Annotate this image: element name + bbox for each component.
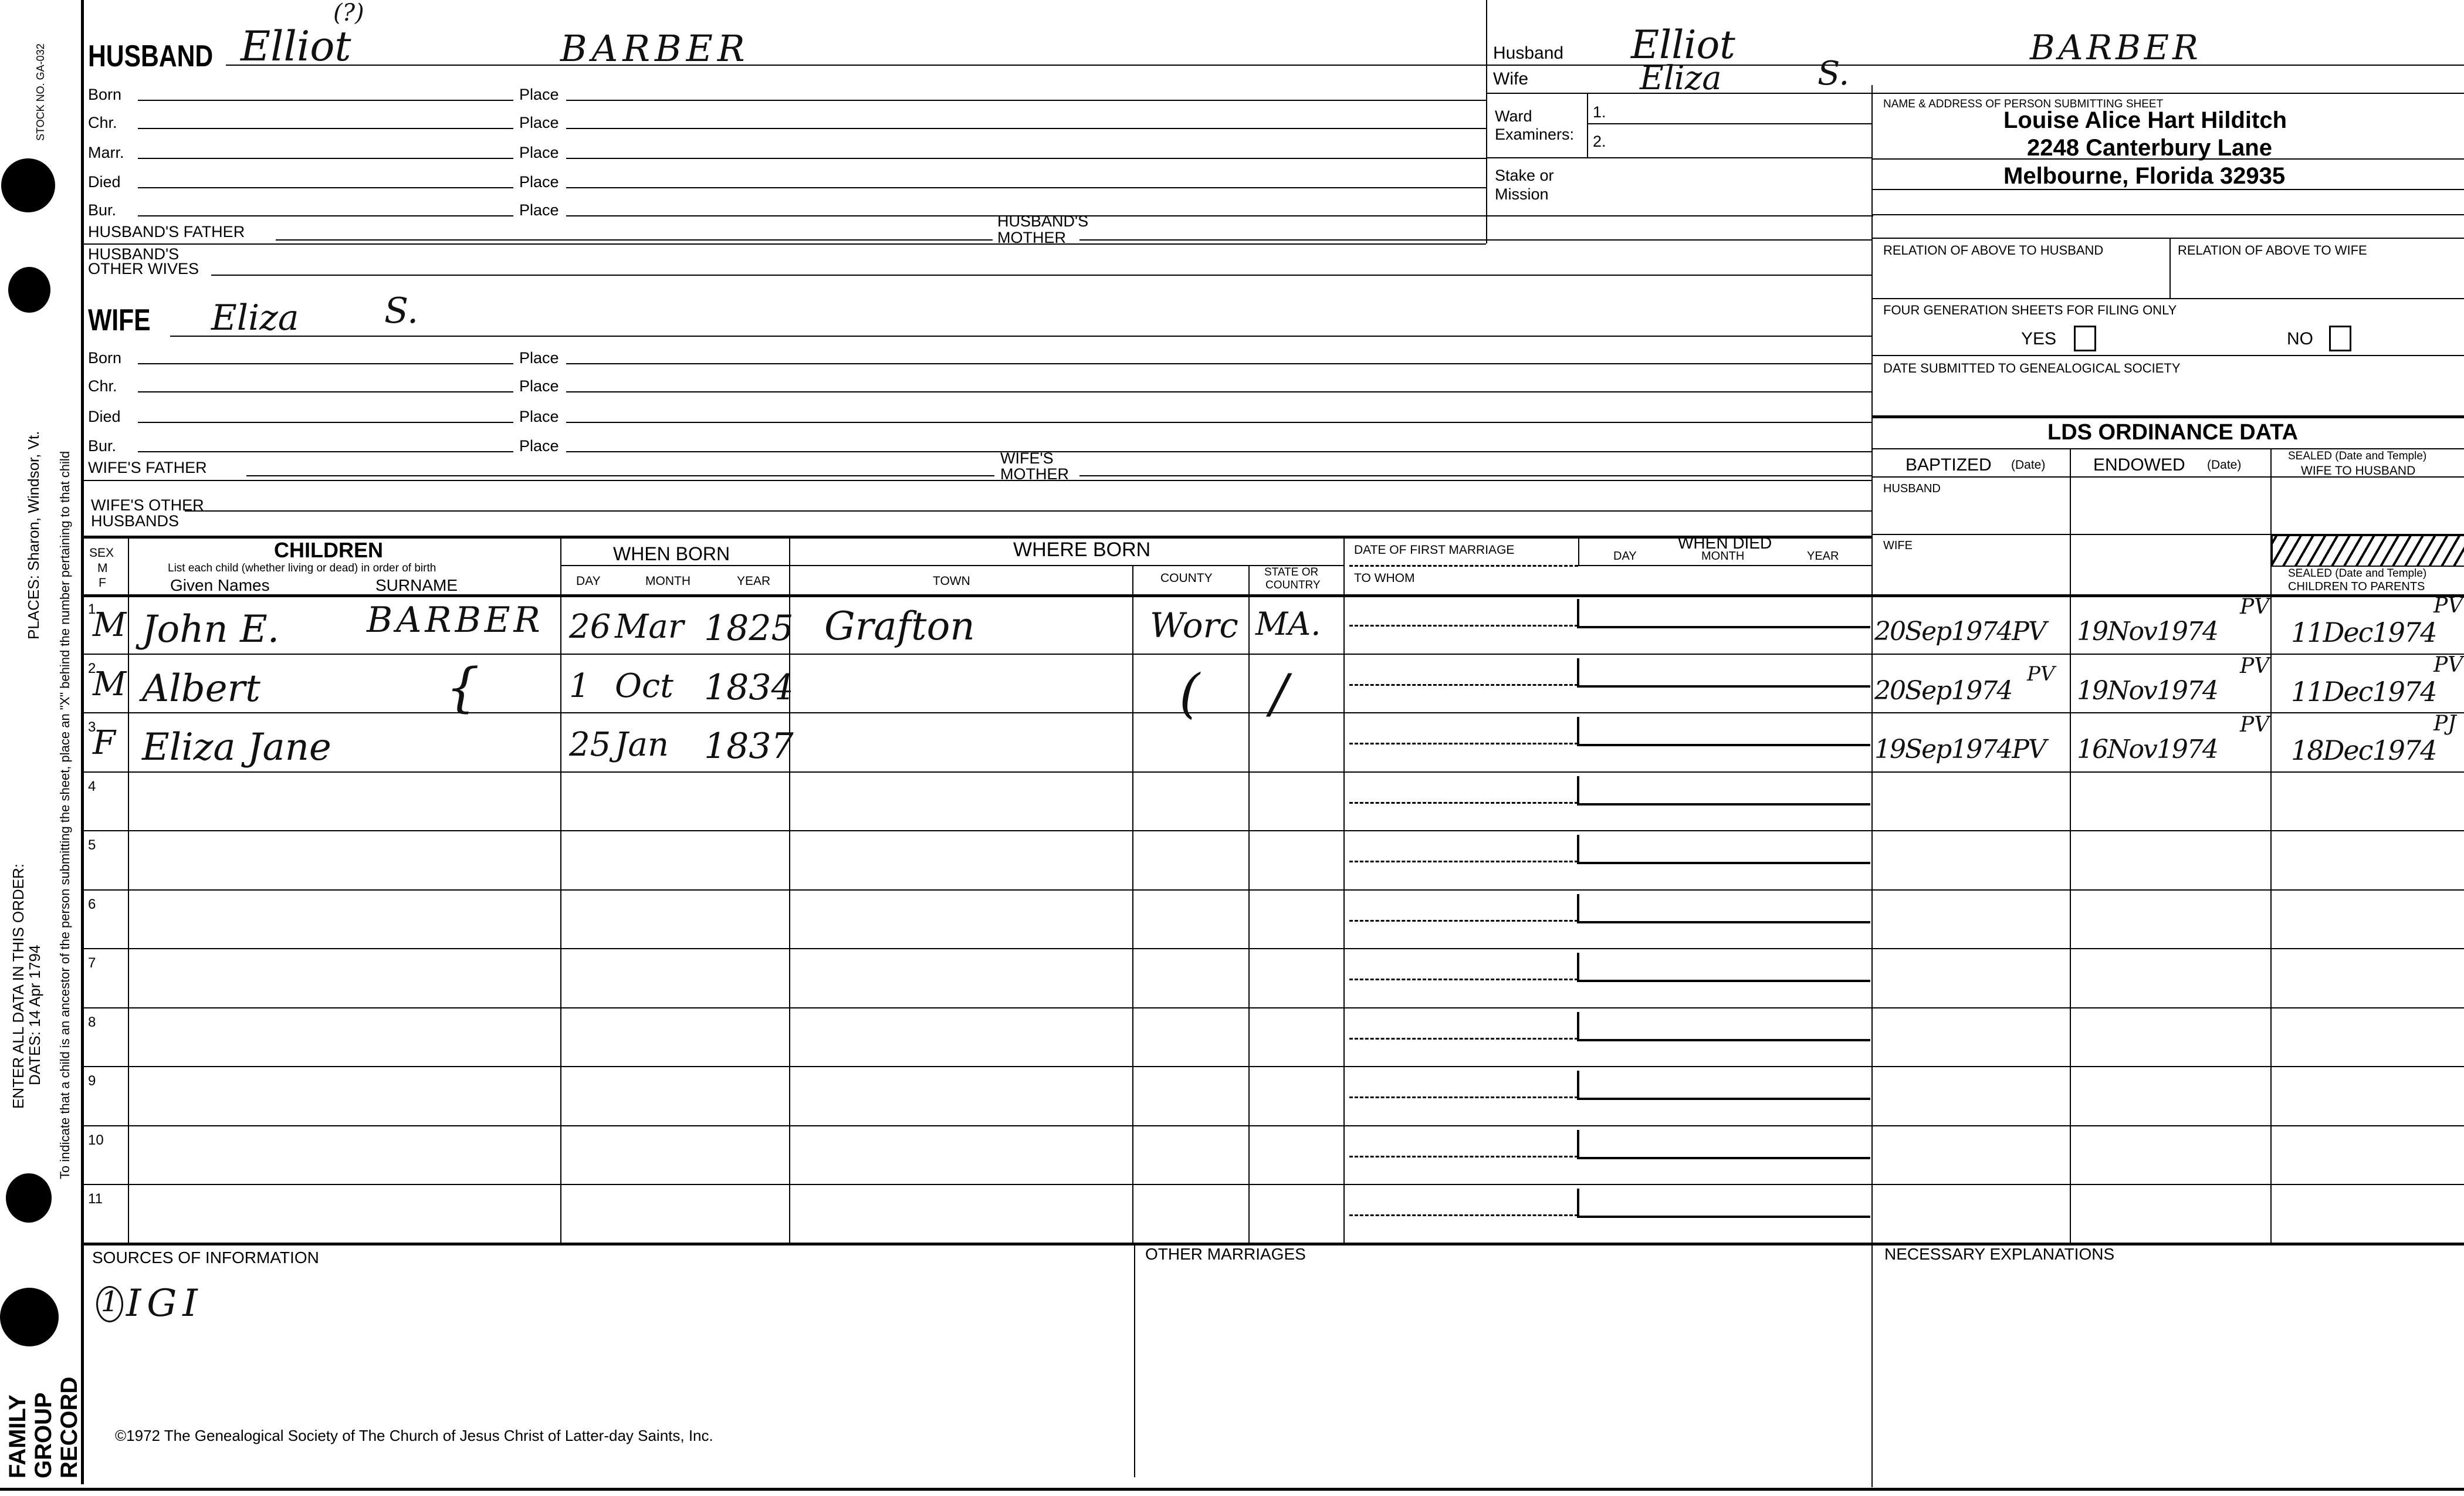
row-divider (81, 1007, 2464, 1008)
endowed-date-label: (Date) (2207, 458, 2242, 472)
state-header: STATE OR (1264, 566, 1319, 578)
died-bracket (1577, 1130, 1579, 1158)
husband-bur-label: Bur. (88, 201, 117, 219)
punch-hole (6, 1173, 52, 1223)
first-marriage-line[interactable] (1349, 684, 1578, 686)
right-wife-middle: S. (1817, 55, 1850, 93)
yes-label: YES (2021, 329, 2057, 348)
husband-bur-line[interactable] (138, 215, 513, 216)
child-county: ( (1179, 662, 1200, 725)
died-bracket (1577, 1189, 1579, 1217)
child-sex: M (93, 606, 127, 644)
wife-chr-label: Chr. (88, 377, 117, 395)
husband-other-wives: OTHER WIVES (88, 260, 199, 277)
died-bracket (1577, 1012, 1579, 1040)
child-born-month: Jan (615, 726, 669, 764)
row-divider (81, 1125, 2464, 1126)
wife-given: Eliza (211, 297, 299, 339)
wife-place-line[interactable] (566, 391, 1871, 392)
wife-born-label: Born (88, 349, 122, 367)
wife-father-label: WIFE'S FATHER (88, 459, 207, 476)
husband-marr-label: Marr. (88, 144, 124, 161)
died-line (1577, 1216, 1870, 1218)
row-number: 10 (88, 1132, 104, 1148)
row-number: 6 (88, 896, 96, 912)
place-label: Place (519, 377, 559, 395)
row-divider (81, 889, 2464, 891)
wife-mother-label: WIFE'S (1000, 449, 1054, 467)
explanations-label: NECESSARY EXPLANATIONS (1884, 1245, 2115, 1263)
submitter-name: Louise Alice Hart Hilditch (2003, 107, 2287, 133)
husband-place-line[interactable] (566, 187, 1486, 188)
row-divider (81, 1184, 2464, 1185)
child-born-month: Oct (615, 666, 673, 705)
first-marriage-line[interactable] (1349, 1214, 1578, 1216)
child-born-year: 1834 (704, 666, 794, 708)
born-year-header: YEAR (737, 574, 771, 588)
lds-wife-label: WIFE (1883, 539, 1913, 552)
children-title: CHILDREN (274, 538, 383, 562)
place-label: Place (519, 408, 559, 425)
husband-other-wives: HUSBAND'S (88, 245, 180, 263)
wife-other-husbands: WIFE'S OTHER (91, 496, 204, 514)
wife-place-line[interactable] (566, 451, 1871, 452)
sources-value: IGI (126, 1282, 204, 1325)
submitter-street: 2248 Canterbury Lane (2027, 135, 2272, 161)
born-month-header: MONTH (645, 574, 691, 588)
child-given-name: Eliza Jane (142, 726, 331, 769)
ancestor-instruction: To indicate that a child is an ancestor of the person submitting the sheet, place an "X" behind the number pertaining to that child (57, 451, 72, 1179)
child-born-month: Mar (615, 608, 684, 646)
wife-died-line[interactable] (138, 422, 513, 423)
sealed-wife-hatch (2272, 535, 2464, 567)
right-wife-given: Eliza (1640, 59, 1722, 97)
died-bracket (1577, 658, 1579, 686)
place-label: Place (519, 437, 559, 455)
died-bracket (1577, 599, 1579, 627)
ward-label: Ward (1495, 107, 1532, 125)
husband-mother-label: HUSBAND'S (997, 212, 1089, 230)
child-born-day: 26 (569, 608, 611, 646)
child-surname: { (446, 656, 483, 719)
sealed-children-label: CHILDREN TO PARENTS (2288, 580, 2425, 593)
child-baptized-mark: PV (2027, 662, 2055, 686)
submitter-label: NAME & ADDRESS OF PERSON SUBMITTING SHEET (1883, 98, 2164, 110)
child-endowed: 16Nov1974 (2077, 735, 2218, 764)
died-month-header: MONTH (1701, 550, 1745, 563)
child-town: Grafton (824, 604, 975, 649)
died-year-header: YEAR (1807, 550, 1839, 563)
child-state: / (1270, 662, 1288, 725)
row-number: 3 (88, 719, 96, 735)
husband-marr-line[interactable] (138, 158, 513, 159)
husband-born-label: Born (88, 86, 122, 103)
lds-husband-label: HUSBAND (1883, 482, 1941, 495)
child-sex: M (93, 665, 127, 703)
place-label: Place (519, 144, 559, 161)
frame-bottom (0, 1488, 2464, 1491)
examiner-2: 2. (1593, 133, 1606, 150)
stock-number: STOCK NO. GA-032 (35, 43, 46, 141)
sex-header: SEX (89, 546, 114, 560)
sources-label: SOURCES OF INFORMATION (92, 1248, 319, 1267)
first-marriage-line[interactable] (1349, 920, 1578, 922)
row-divider (81, 771, 2464, 773)
husband-died-label: Died (88, 173, 121, 191)
place-label: Place (519, 349, 559, 367)
husband-surname: BARBER (560, 27, 750, 70)
sealed-children-label: SEALED (Date and Temple) (2288, 567, 2427, 580)
husband-annotation: (?) (333, 0, 364, 26)
first-marriage-line[interactable] (1349, 625, 1578, 627)
wife-place-line[interactable] (566, 363, 1871, 364)
wife-chr-line[interactable] (138, 391, 513, 392)
baptized-label: BAPTIZED (1905, 455, 1992, 475)
husband-line (226, 65, 1486, 66)
other-marriages-label: OTHER MARRIAGES (1145, 1245, 1306, 1263)
child-sealed-mark: PV (2433, 652, 2463, 677)
died-line (1577, 744, 1870, 746)
child-endowed-mark: PV (2240, 654, 2270, 678)
no-checkbox[interactable] (2329, 326, 2351, 351)
child-surname: BARBER (367, 600, 544, 641)
wife-died-label: Died (88, 408, 121, 425)
child-born-day: 1 (569, 666, 590, 705)
child-given-name: John E. (142, 608, 280, 651)
husband-place-line[interactable] (566, 100, 1486, 101)
given-names-header: Given Names (170, 576, 270, 594)
first-marriage-line[interactable] (1349, 1156, 1578, 1157)
right-husband-label: Husband (1493, 43, 1564, 63)
died-line (1577, 921, 1870, 923)
lds-title: LDS ORDINANCE DATA (2047, 420, 2299, 445)
child-born-day: 25 (569, 726, 611, 764)
right-husband-given: Elliot (1631, 22, 1735, 67)
row-number: 11 (88, 1191, 103, 1207)
died-day-header: DAY (1613, 550, 1637, 563)
died-bracket (1577, 835, 1579, 863)
divider (1871, 85, 1873, 1487)
wife-bur-line[interactable] (138, 451, 513, 452)
row-number: 7 (88, 955, 96, 971)
four-gen-label: FOUR GENERATION SHEETS FOR FILING ONLY (1883, 303, 2177, 317)
surname-header: SURNAME (375, 576, 458, 594)
died-line (1577, 685, 1870, 688)
child-sealed: 18Dec1974 (2291, 735, 2436, 766)
died-line (1577, 1157, 1870, 1159)
husband-father-label: HUSBAND'S FATHER (88, 223, 245, 241)
born-day-header: DAY (576, 574, 601, 588)
punch-hole (0, 1288, 59, 1346)
died-bracket (1577, 894, 1579, 922)
place-label: Place (519, 114, 559, 131)
died-bracket (1577, 717, 1579, 745)
child-baptized: 19Sep1974PV (1874, 735, 2046, 764)
child-born-year: 1825 (704, 608, 794, 649)
stake-label: Stake or (1495, 167, 1554, 184)
first-marriage-line[interactable] (1349, 861, 1578, 862)
town-header: TOWN (933, 574, 970, 588)
died-line (1577, 1039, 1870, 1041)
first-marriage-line[interactable] (1349, 1096, 1578, 1098)
died-line (1577, 980, 1870, 982)
state-header: COUNTRY (1265, 579, 1321, 591)
child-state: MA. (1255, 605, 1321, 642)
child-endowed: 19Nov1974 (2077, 675, 2218, 706)
places-order: PLACES: Sharon, Windsor, Vt. (25, 431, 42, 639)
died-line (1577, 626, 1870, 628)
examiners-label: Examiners: (1495, 126, 1575, 143)
first-marriage-line[interactable] (1349, 979, 1578, 980)
row-number: 2 (88, 660, 96, 676)
place-label: Place (519, 86, 559, 103)
child-endowed: 19Nov1974 (2077, 617, 2218, 647)
endowed-label: ENDOWED (2093, 455, 2185, 475)
right-husband-surname: BARBER (2030, 28, 2202, 67)
husband-given: Elliot (241, 22, 351, 70)
child-given-name: Albert (142, 666, 260, 710)
punch-hole (1, 158, 55, 212)
died-bracket (1577, 776, 1579, 804)
row-number: 8 (88, 1014, 96, 1030)
form-title: RECORD (56, 1376, 82, 1478)
died-line (1577, 862, 1870, 864)
punch-hole (8, 267, 50, 313)
children-header-bottom (81, 594, 2464, 597)
children-sub: List each child (whether living or dead) in order of birth (168, 562, 436, 574)
child-endowed-mark: PV (2240, 595, 2270, 619)
sealed-wife-label: WIFE TO HUSBAND (2301, 464, 2416, 478)
row-number: 5 (88, 837, 96, 853)
dates-order: DATES: 14 Apr 1794 (26, 945, 43, 1085)
child-sealed-mark: PJ (2433, 712, 2456, 736)
sealed-wife-label: SEALED (Date and Temple) (2288, 450, 2427, 462)
child-sealed: 11Dec1974 (2291, 617, 2436, 648)
wife-mother-label: MOTHER (1000, 465, 1069, 483)
to-whom-header: TO WHOM (1354, 571, 1415, 585)
child-sealed: 11Dec1974 (2291, 675, 2436, 708)
examiner-1: 1. (1593, 103, 1606, 121)
husband-died-line[interactable] (138, 187, 513, 188)
child-sealed-mark: PV (2433, 594, 2463, 618)
form-title: GROUP (31, 1392, 56, 1478)
when-born-header: WHEN BORN (613, 543, 730, 564)
right-wife-label: Wife (1493, 69, 1528, 89)
yes-checkbox[interactable] (2074, 326, 2096, 351)
husband-label: HUSBAND (88, 39, 214, 73)
no-label: NO (2287, 329, 2313, 348)
first-marriage-line[interactable] (1349, 1038, 1578, 1040)
husband-mother-label: MOTHER (997, 229, 1066, 246)
child-endowed-mark: PV (2240, 713, 2270, 737)
husband-born-line[interactable] (138, 100, 513, 101)
child-born-year: 1837 (704, 726, 794, 767)
wife-bur-label: Bur. (88, 437, 117, 455)
wife-place-line[interactable] (566, 422, 1871, 423)
row-divider (81, 1066, 2464, 1067)
child-county: Worc (1150, 605, 1238, 645)
when-died-header: WHEN DIED (1678, 534, 1772, 552)
child-baptized: 20Sep1974PV (1874, 617, 2046, 647)
child-sex: F (93, 724, 116, 762)
first-marriage-line[interactable] (1349, 802, 1578, 804)
first-marriage-header: DATE OF FIRST MARRIAGE (1354, 543, 1515, 557)
husband-place-line[interactable] (566, 128, 1486, 129)
row-divider (81, 830, 2464, 831)
died-line (1577, 803, 1870, 805)
enter-order: ENTER ALL DATA IN THIS ORDER: (9, 863, 27, 1109)
divider (1486, 0, 1487, 243)
wife-middle: S. (384, 290, 419, 331)
place-label: Place (519, 173, 559, 191)
row-number: 4 (88, 778, 96, 794)
died-bracket (1577, 1071, 1579, 1099)
wife-born-line[interactable] (138, 363, 513, 364)
husband-chr-label: Chr. (88, 114, 117, 131)
sex-header: M (97, 561, 108, 575)
baptized-date-label: (Date) (2011, 458, 2046, 472)
husband-chr-line[interactable] (138, 128, 513, 129)
child-baptized: 20Sep1974 (1874, 675, 2012, 706)
relation-wife: RELATION OF ABOVE TO WIFE (2178, 243, 2367, 258)
row-divider (81, 948, 2464, 949)
first-marriage-line[interactable] (1349, 743, 1578, 744)
copyright: ©1972 The Genealogical Society of The Church of Jesus Christ of Latter-day Saints, Inc. (115, 1427, 713, 1444)
frame-left (81, 0, 84, 1484)
place-label: Place (519, 201, 559, 219)
wife-other-husbands: HUSBANDS (91, 512, 180, 530)
died-bracket (1577, 953, 1579, 981)
section-divider (81, 243, 1486, 245)
row-number: 1 (88, 601, 96, 617)
row-number: 9 (88, 1073, 96, 1089)
submitter-city: Melbourne, Florida 32935 (2003, 163, 2286, 189)
relation-husband: RELATION OF ABOVE TO HUSBAND (1883, 243, 2104, 258)
where-born-header: WHERE BORN (1013, 539, 1151, 561)
row-divider (81, 654, 2464, 655)
sex-header: F (99, 576, 106, 590)
stake-label: Mission (1495, 185, 1549, 203)
sources-number: 1 (96, 1286, 123, 1322)
husband-place-line[interactable] (566, 215, 1873, 216)
died-line (1577, 1098, 1870, 1100)
form-title: FAMILY (5, 1395, 31, 1478)
wife-label: WIFE (88, 303, 151, 337)
husband-place-line[interactable] (566, 158, 1486, 159)
date-submitted-label: DATE SUBMITTED TO GENEALOGICAL SOCIETY (1883, 361, 2181, 375)
county-header: COUNTY (1160, 571, 1213, 585)
